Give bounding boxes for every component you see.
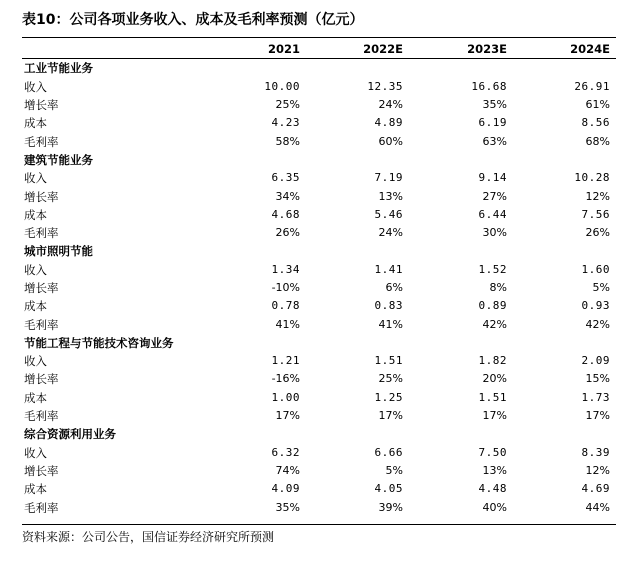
value-cell: 1.25 xyxy=(374,390,403,404)
value-cell: 6% xyxy=(385,281,403,294)
value-cell: 44% xyxy=(585,500,610,514)
table-row xyxy=(22,187,616,205)
value-cell: 25% xyxy=(275,98,300,112)
value-cell: 41% xyxy=(378,317,403,331)
source-note: 资料来源：公司公告，国信证券经济研究所预测 xyxy=(22,530,275,544)
value-cell: 24% xyxy=(378,226,403,240)
value-cell: 1.00 xyxy=(271,390,300,404)
table-row xyxy=(22,352,616,370)
value-cell: 2.09 xyxy=(581,354,610,368)
value-cell: 6.35 xyxy=(271,171,300,185)
bottom-rule xyxy=(22,524,616,525)
row-label: 收入 xyxy=(24,445,47,460)
value-cell: 42% xyxy=(585,317,610,331)
value-cell: 17% xyxy=(482,409,507,423)
row-label: 毛利率 xyxy=(24,317,59,332)
value-cell: 0.83 xyxy=(374,299,403,313)
value-cell: 5.46 xyxy=(374,207,403,221)
value-cell: 4.48 xyxy=(478,482,507,496)
value-cell: 8% xyxy=(489,281,507,294)
value-cell: 15% xyxy=(585,372,610,386)
table-row xyxy=(22,206,616,224)
header-label-cell xyxy=(22,40,202,59)
row-label: 毛利率 xyxy=(24,500,59,515)
value-cell: 1.51 xyxy=(478,390,507,404)
table-row xyxy=(22,114,616,132)
row-label: 成本 xyxy=(24,207,47,222)
value-cell: 60% xyxy=(378,134,403,148)
value-cell: 1.41 xyxy=(374,262,403,276)
table-row xyxy=(22,389,616,407)
value-cell: 39% xyxy=(378,500,403,514)
value-cell: 4.23 xyxy=(271,116,300,130)
value-cell: 20% xyxy=(482,372,507,386)
value-cell: 6.32 xyxy=(271,445,300,459)
value-cell: 13% xyxy=(482,463,507,477)
row-label: 收入 xyxy=(24,262,47,277)
row-label: 成本 xyxy=(24,299,47,314)
value-cell: 1.52 xyxy=(478,262,507,276)
value-cell: 13% xyxy=(378,189,403,203)
section-header-row xyxy=(22,425,616,443)
value-cell: 6.19 xyxy=(478,116,507,130)
value-cell: 42% xyxy=(482,317,507,331)
table-row xyxy=(22,315,616,333)
value-cell: 24% xyxy=(378,98,403,112)
value-cell: 10.00 xyxy=(264,79,300,93)
table-row xyxy=(22,261,616,279)
header-year-2022e: 2022E xyxy=(363,42,403,57)
value-cell: 17% xyxy=(378,409,403,423)
value-cell: 1.21 xyxy=(271,354,300,368)
value-cell: 58% xyxy=(275,134,300,148)
value-cell: -16% xyxy=(271,372,300,386)
value-cell: 5% xyxy=(592,281,610,294)
table-row xyxy=(22,444,616,462)
section-title: 城市照明节能 xyxy=(24,244,93,259)
value-cell: 12% xyxy=(585,463,610,477)
row-label: 增长率 xyxy=(24,463,59,478)
value-cell: 8.39 xyxy=(581,445,610,459)
table-body xyxy=(22,59,616,517)
section-title: 建筑节能业务 xyxy=(24,152,93,167)
value-cell: 4.09 xyxy=(271,482,300,496)
row-label: 毛利率 xyxy=(24,134,59,149)
table-row xyxy=(22,96,616,114)
value-cell: 17% xyxy=(585,409,610,423)
value-cell: 1.51 xyxy=(374,354,403,368)
header-row xyxy=(22,40,616,59)
value-cell: 35% xyxy=(482,98,507,112)
value-cell: 1.82 xyxy=(478,354,507,368)
table-row xyxy=(22,78,616,96)
value-cell: 1.34 xyxy=(271,262,300,276)
table-row xyxy=(22,407,616,425)
row-label: 增长率 xyxy=(24,281,59,295)
value-cell: 7.56 xyxy=(581,207,610,221)
table-row xyxy=(22,169,616,187)
value-cell: 26% xyxy=(275,226,300,240)
header-year-2021: 2021 xyxy=(267,42,300,57)
value-cell: 74% xyxy=(275,463,300,477)
value-cell: 6.66 xyxy=(374,445,403,459)
value-cell: 7.50 xyxy=(478,445,507,459)
value-cell: 34% xyxy=(275,189,300,203)
value-cell: 6.44 xyxy=(478,207,507,221)
section-header-row xyxy=(22,242,616,260)
value-cell: 4.68 xyxy=(271,207,300,221)
header-year-2024e: 2024E xyxy=(570,42,610,57)
row-label: 成本 xyxy=(24,482,47,497)
value-cell: 17% xyxy=(275,409,300,423)
value-cell: 63% xyxy=(482,134,507,148)
section-title: 综合资源利用业务 xyxy=(24,427,116,442)
value-cell: 12.35 xyxy=(367,79,403,93)
value-cell: 35% xyxy=(275,500,300,514)
value-cell: 4.69 xyxy=(581,482,610,496)
section-header-row xyxy=(22,334,616,352)
value-cell: 7.19 xyxy=(374,171,403,185)
value-cell: 12% xyxy=(585,189,610,203)
row-label: 成本 xyxy=(24,390,47,405)
value-cell: 40% xyxy=(482,500,507,514)
table-row xyxy=(22,279,616,297)
row-label: 成本 xyxy=(24,116,47,131)
value-cell: 5% xyxy=(385,463,403,477)
row-label: 毛利率 xyxy=(24,409,59,424)
section-title: 节能工程与节能技术咨询业务 xyxy=(24,335,174,350)
value-cell: 68% xyxy=(585,134,610,148)
value-cell: 61% xyxy=(585,98,610,112)
table-title: 表10：公司各项业务收入、成本及毛利率预测（亿元） xyxy=(22,12,364,28)
value-cell: 0.93 xyxy=(581,299,610,313)
value-cell: 1.60 xyxy=(581,262,610,276)
value-cell: 30% xyxy=(482,226,507,240)
value-cell: 0.89 xyxy=(478,299,507,313)
table-row xyxy=(22,462,616,480)
section-header-row xyxy=(22,59,616,78)
row-label: 增长率 xyxy=(24,372,59,387)
header-year-2023e: 2023E xyxy=(467,42,507,57)
table-row xyxy=(22,132,616,150)
table-row xyxy=(22,370,616,388)
section-title: 工业节能业务 xyxy=(24,61,93,76)
row-label: 收入 xyxy=(24,171,47,186)
value-cell: 0.78 xyxy=(271,299,300,313)
row-label: 收入 xyxy=(24,354,47,369)
value-cell: 1.73 xyxy=(581,390,610,404)
table-row xyxy=(22,498,616,516)
table-row xyxy=(22,480,616,498)
value-cell: 26.91 xyxy=(574,79,610,93)
value-cell: 41% xyxy=(275,317,300,331)
value-cell: 8.56 xyxy=(581,116,610,130)
table-row xyxy=(22,224,616,242)
value-cell: 26% xyxy=(585,226,610,240)
value-cell: 4.05 xyxy=(374,482,403,496)
row-label: 增长率 xyxy=(24,189,59,204)
row-label: 毛利率 xyxy=(24,226,59,241)
value-cell: 27% xyxy=(482,189,507,203)
section-header-row xyxy=(22,151,616,169)
value-cell: 10.28 xyxy=(574,171,610,185)
row-label: 增长率 xyxy=(24,98,59,113)
top-rule xyxy=(22,37,616,38)
table-row xyxy=(22,297,616,315)
value-cell: 25% xyxy=(378,372,403,386)
row-label: 收入 xyxy=(24,79,47,94)
value-cell: -10% xyxy=(271,281,300,294)
value-cell: 9.14 xyxy=(478,171,507,185)
forecast-table xyxy=(22,40,616,517)
value-cell: 4.89 xyxy=(374,116,403,130)
value-cell: 16.68 xyxy=(471,79,507,93)
